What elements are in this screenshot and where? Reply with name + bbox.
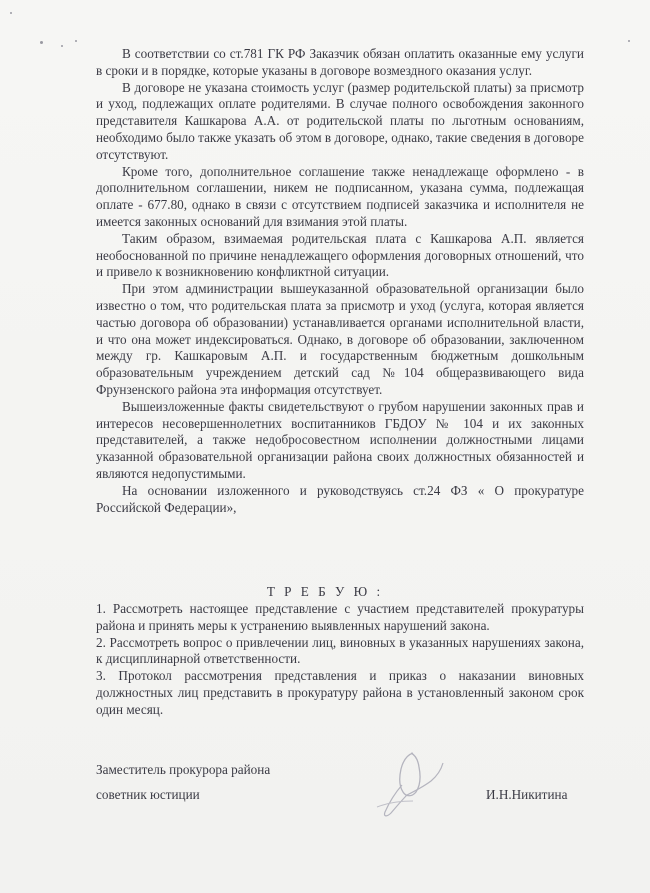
paragraph-3: Кроме того, дополнительное соглашение также ненадлежаще оформлено - в дополнительном соглашении, никем не подписанном, указана сумма, подлежащая оплате - 677.80, однако в связи с отсутствием подписей заказчика и исполнителя не имеется законных оснований для взимания этой платы. — [96, 163, 584, 229]
signature-position-line1: Заместитель прокурора района — [96, 762, 271, 777]
demand-item-1: 1. Рассмотреть настоящее представление с участием представителей прокуратуры района и принять меры к устранению выявленных нарушений закона. — [96, 601, 584, 633]
handwritten-signature — [355, 745, 465, 825]
paragraph-7: На основании изложенного и руководствуясь ст.24 ФЗ « О прокуратуре Российской Федерации», — [96, 482, 584, 515]
paragraph-5: При этом администрации вышеуказанной образовательной организации было известно о том, что родительская плата за присмотр и уход (услуга, которая является частью договора об образовании) устанавливается органами исполнительной власти, и что она может индексироваться. Однако, в договоре об образовании, заключенном между гр. Кашкаровым А.П. и государственным бюджетным дошкольным образовательным учреждением детский сад №104 общеразвивающего вида Фрунзенского района эта информация отсутствует. — [96, 281, 584, 397]
demand-item-2: 2. Рассмотреть вопрос о привлечении лиц, виновных в указанных нарушениях закона, к дисциплинарной ответственности. — [96, 634, 584, 667]
body-text — [96, 46, 584, 516]
paragraph-1: В соответствии со ст.781 ГК РФ Заказчик обязан оплатить оказанные ему услуги в сроки и в порядке, которые указаны в договоре возмездного оказания услуг. — [96, 46, 584, 78]
paragraph-6: Вышеизложенные факты свидетельствуют о грубом нарушении законных прав и интересов несовершеннолетних воспитанников ГБДОУ № 104 и их законных представителей, а также недобросовестном исполнении должностными лицами указанной образовательной организации района своих должностных обязанностей и являются недопустимыми. — [96, 398, 584, 481]
paragraph-4: Таким образом, взимаемая родительская плата с Кашкарова А.П. является необоснованной по причине ненадлежащего оформления договорных отношений, что и привело к возникновению конфликтной ситуации. — [96, 230, 584, 280]
demand-title: Т Р Е Б У Ю : — [266, 584, 384, 599]
signature-name: И.Н.Никитина — [486, 787, 568, 802]
paragraph-2: В договоре не указана стоимость услуг (размер родительской платы) за присмотр и уход, подлежащих оплате родителями. В случае полного освобождения законного представителя Кашкарова А.А. от родительской платы по льготным основаниям, необходимо было также указать об этом в договоре, однако, такие сведения в договоре отсутствуют. — [96, 79, 584, 162]
demands-list — [96, 601, 584, 719]
signature-position-line2: советник юстиции — [96, 787, 200, 802]
demand-item-3: 3. Протокол рассмотрения представления и приказ о наказании виновных должностных лиц представить в прокуратуру района в установленный законом срок один месяц. — [96, 668, 584, 717]
